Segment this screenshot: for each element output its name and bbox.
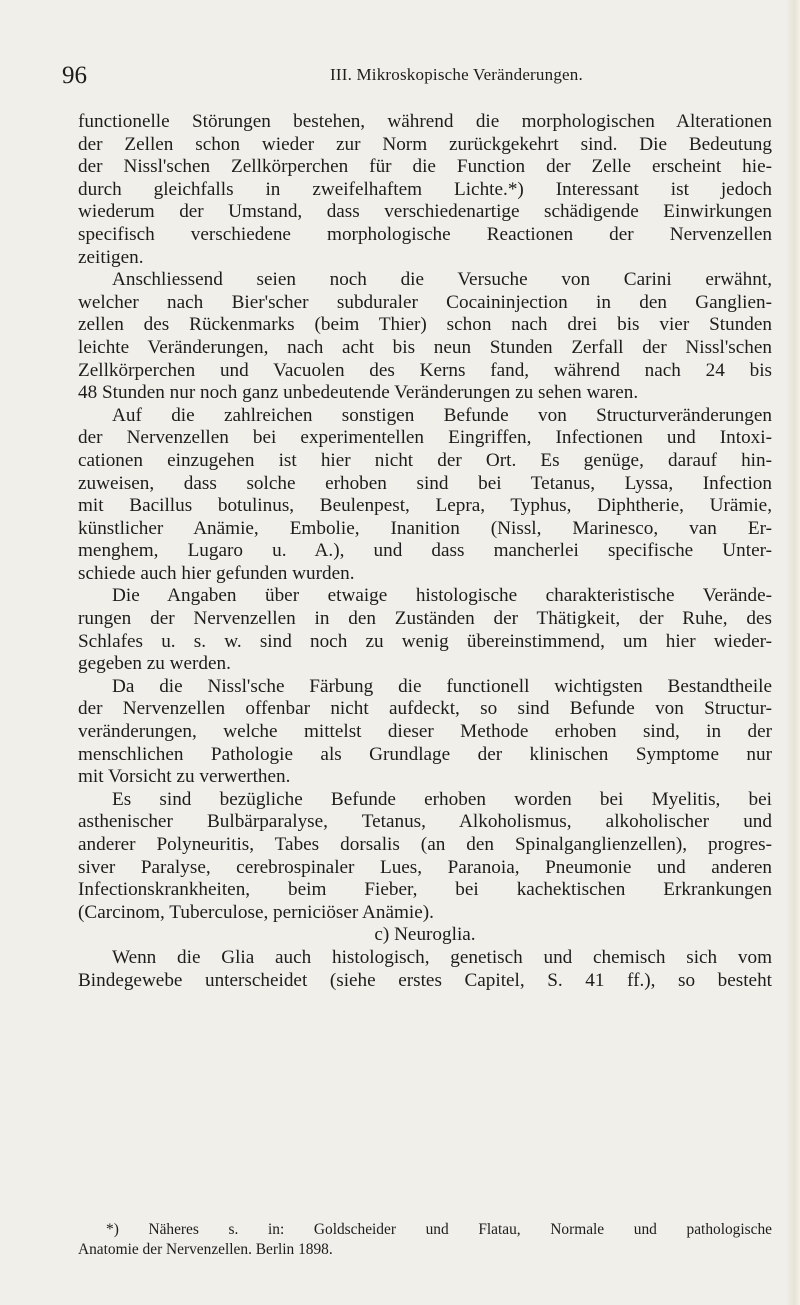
footnote xyxy=(78,1220,772,1259)
text-line: Da die Nissl'sche Färbung die functionell wichtigsten Bestandtheile xyxy=(112,675,772,697)
text-line: der Nervenzellen bei experimentellen Eingriffen, Infectionen und Intoxi- xyxy=(78,427,772,449)
text-line: veränderungen, welche mittelst dieser Methode erhoben sind, in der xyxy=(78,721,772,743)
text-line: der Nervenzellen offenbar nicht aufdeckt, so sind Befunde von Structur- xyxy=(78,698,772,720)
text-line: cationen einzugehen ist hier nicht der Ort. Es genüge, darauf hin- xyxy=(78,449,772,471)
text-line: 48 Stunden nur noch ganz unbedeutende Veränderungen zu sehen waren. xyxy=(78,382,639,404)
text-line: asthenischer Bulbärparalyse, Tetanus, Alkoholismus, alkoholischer und xyxy=(78,811,772,833)
running-head: III. Mikroskopische Veränderungen. xyxy=(330,65,583,84)
text-line: leichte Veränderungen, nach acht bis neun Stunden Zerfall der Nissl'schen xyxy=(78,336,772,358)
text-line: Die Angaben über etwaige histologische charakteristische Verände- xyxy=(112,585,772,607)
text-line: mit Bacillus botulinus, Beulenpest, Lepra, Typhus, Diphtherie, Urämie, xyxy=(78,495,772,517)
text-line: anderer Polyneuritis, Tabes dorsalis (an den Spinalganglienzellen), progres- xyxy=(78,834,772,855)
text-line: schiede auch hier gefunden wurden. xyxy=(78,562,355,584)
text-line: mit Vorsicht zu verwerthen. xyxy=(78,766,291,788)
text-line: menschlichen Pathologie als Grundlage der klinischen Symptome nur xyxy=(78,743,772,765)
text-line: wiederum der Umstand, dass verschiedenartige schädigende Einwirkungen xyxy=(78,201,772,223)
text-line: Zellkörperchen und Vacuolen des Kerns fand, während nach 24 bis xyxy=(78,359,772,381)
page-number: 96 xyxy=(62,62,87,89)
paragraph-5 xyxy=(78,676,772,789)
paragraph-7 xyxy=(78,947,772,992)
text-line: siver Paralyse, cerebrospinaler Lues, Paranoia, Pneumonie und anderen xyxy=(78,856,772,878)
text-line: specifisch verschiedene morphologische Reactionen der Nervenzellen xyxy=(78,223,772,245)
text-line: durch gleichfalls in zweifelhaftem Lichte.*) Interessant ist jedoch xyxy=(78,178,772,200)
text-line: Schlafes u. s. w. sind noch zu wenig übereinstimmend, um hier wieder- xyxy=(78,630,772,652)
paragraph-1 xyxy=(78,111,772,269)
paragraph-4 xyxy=(78,585,772,675)
footnote-line: *) Näheres s. in: Goldscheider und Flatau, Normale und pathologische xyxy=(106,1221,772,1238)
section-heading: c) Neuroglia. xyxy=(374,924,476,946)
text-line: der Nissl'schen Zellkörperchen für die Function der Zelle erscheint hie- xyxy=(78,156,772,178)
text-line: zuweisen, dass solche erhoben sind bei Tetanus, Lyssa, Infection xyxy=(78,472,772,494)
text-line: Wenn die Glia auch histologisch, genetisch und chemisch sich vom xyxy=(112,946,772,968)
text-line: functionelle Störungen bestehen, während die morphologischen Alterationen xyxy=(78,111,772,132)
text-line: zellen des Rückenmarks (beim Thier) schon nach drei bis vier Stunden xyxy=(78,314,772,336)
page-header xyxy=(62,62,762,94)
text-line: Infectionskrankheiten, beim Fieber, bei kachektischen Erkrankungen xyxy=(78,879,772,901)
text-line: Es sind bezügliche Befunde erhoben worden bei Myelitis, bei xyxy=(112,788,772,810)
body-text xyxy=(78,111,772,992)
text-line: Bindegewebe unterscheidet (siehe erstes Capitel, S. 41 ff.), so besteht xyxy=(78,969,772,991)
text-line: zeitigen. xyxy=(78,246,144,268)
footnote-line: Anatomie der Nervenzellen. Berlin 1898. xyxy=(78,1240,333,1258)
text-line: (Carcinom, Tuberculose, perniciöser Anämie). xyxy=(78,901,434,923)
paragraph-2 xyxy=(78,269,772,405)
text-line: Auf die zahlreichen sonstigen Befunde von Structurveränderungen xyxy=(112,404,772,426)
text-line: künstlicher Anämie, Embolie, Inanition (Nissl, Marinesco, van Er- xyxy=(78,517,772,539)
text-line: der Zellen schon wieder zur Norm zurückgekehrt sind. Die Bedeutung xyxy=(78,133,772,155)
text-line: gegeben zu werden. xyxy=(78,653,231,675)
text-line: welcher nach Bier'scher subduraler Cocaininjection in den Ganglien- xyxy=(78,291,772,313)
paragraph-3 xyxy=(78,405,772,586)
text-line: menghem, Lugaro u. A.), und dass mancherlei specifische Unter- xyxy=(78,540,772,562)
paragraph-6 xyxy=(78,789,772,925)
page-edge-shadow xyxy=(786,0,800,1305)
text-line: Anschliessend seien noch die Versuche von Carini erwähnt, xyxy=(112,269,772,291)
text-line: rungen der Nervenzellen in den Zuständen der Thätigkeit, der Ruhe, des xyxy=(78,608,772,630)
